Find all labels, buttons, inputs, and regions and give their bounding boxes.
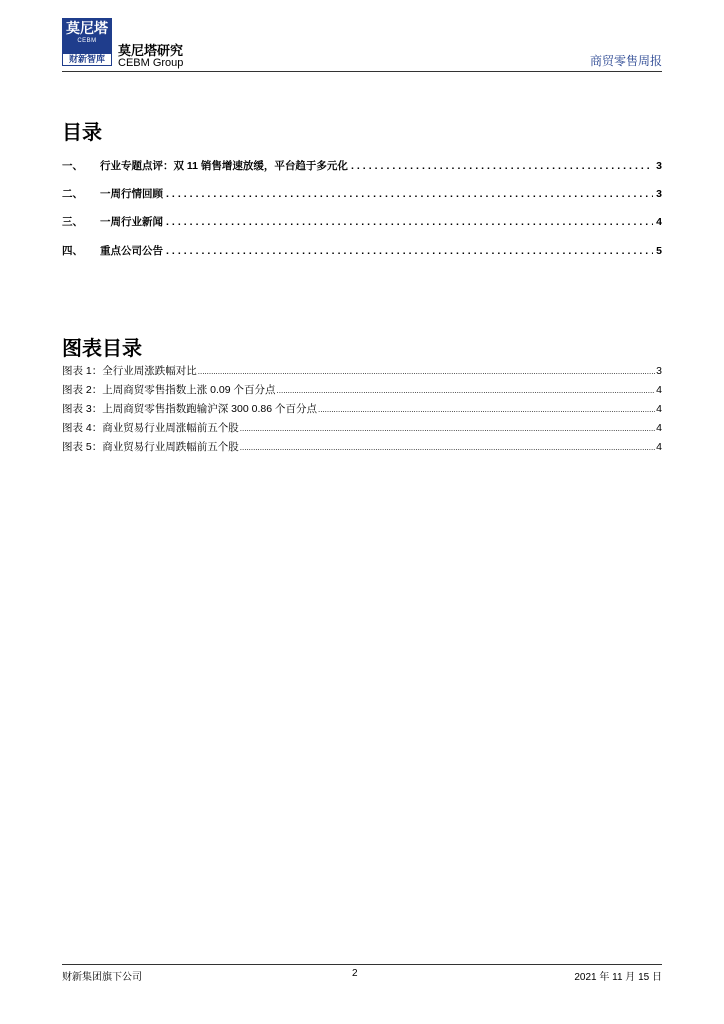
page-number: 2 <box>352 968 358 979</box>
figure-item-page: 4 <box>656 441 662 453</box>
dot-leader <box>240 424 655 433</box>
figure-list-item[interactable] <box>62 420 662 436</box>
logo-sub-text: CEBM <box>77 38 97 44</box>
toc-item-number: 四、 <box>62 245 83 257</box>
figure-item-title: 图表 1：全行业周涨跌幅对比 <box>62 365 197 377</box>
figure-item-title: 图表 3：上周商贸零售指数跑输沪深 300 0.86 个百分点 <box>62 403 317 415</box>
company-logo <box>62 18 112 66</box>
toc-item-title: 重点公司公告 <box>100 245 163 257</box>
toc-item-page: 5 <box>656 245 662 257</box>
dot-leader <box>166 216 653 228</box>
figure-item-page: 4 <box>656 384 662 396</box>
toc-item[interactable] <box>62 214 662 232</box>
figure-list-item[interactable] <box>62 382 662 398</box>
figure-list-item[interactable] <box>62 439 662 455</box>
figure-item-page: 3 <box>656 365 662 377</box>
logo-bottom-text: 财新智库 <box>62 53 112 66</box>
toc-item[interactable] <box>62 158 662 176</box>
toc-item-title: 一周行业新闻 <box>100 216 163 228</box>
dot-leader <box>277 386 656 395</box>
toc-item-number: 三、 <box>62 216 83 228</box>
dot-leader <box>351 160 653 172</box>
toc-item-page: 4 <box>656 216 662 228</box>
toc-item-number: 二、 <box>62 188 83 200</box>
dot-leader <box>240 443 655 452</box>
figure-list-item[interactable] <box>62 363 662 379</box>
figure-item-title: 图表 5：商业贸易行业周跌幅前五个股 <box>62 441 239 453</box>
dot-leader <box>318 405 655 414</box>
dot-leader <box>166 188 653 200</box>
toc-item[interactable] <box>62 243 662 261</box>
brand-english-name: CEBM Group <box>118 57 184 69</box>
figure-item-page: 4 <box>656 403 662 415</box>
toc-item[interactable] <box>62 186 662 204</box>
toc-item-page: 3 <box>656 160 662 172</box>
toc-heading: 目录 <box>62 122 102 144</box>
figure-item-title: 图表 4：商业贸易行业周涨幅前五个股 <box>62 422 239 434</box>
figure-item-page: 4 <box>656 422 662 434</box>
toc-item-title: 行业专题点评：双 11 销售增速放缓，平台趋于多元化 <box>100 160 348 172</box>
header-divider <box>62 71 662 72</box>
logo-main-text: 莫尼塔 <box>66 20 108 36</box>
footer-divider <box>62 964 662 965</box>
footer-company: 财新集团旗下公司 <box>62 972 142 983</box>
report-type: 商贸零售周报 <box>589 54 662 68</box>
toc-item-page: 3 <box>656 188 662 200</box>
figure-list-item[interactable] <box>62 401 662 417</box>
dot-leader <box>198 367 655 376</box>
report-date: 2021 年 11 月 15 日 <box>574 972 662 983</box>
figure-list-heading: 图表目录 <box>62 338 142 360</box>
toc-item-title: 一周行情回顾 <box>100 188 163 200</box>
dot-leader <box>166 245 653 257</box>
toc-item-number: 一、 <box>62 160 83 172</box>
brand-name: 莫尼塔研究 <box>118 43 184 58</box>
figure-item-title: 图表 2：上周商贸零售指数上涨 0.09 个百分点 <box>62 384 276 396</box>
